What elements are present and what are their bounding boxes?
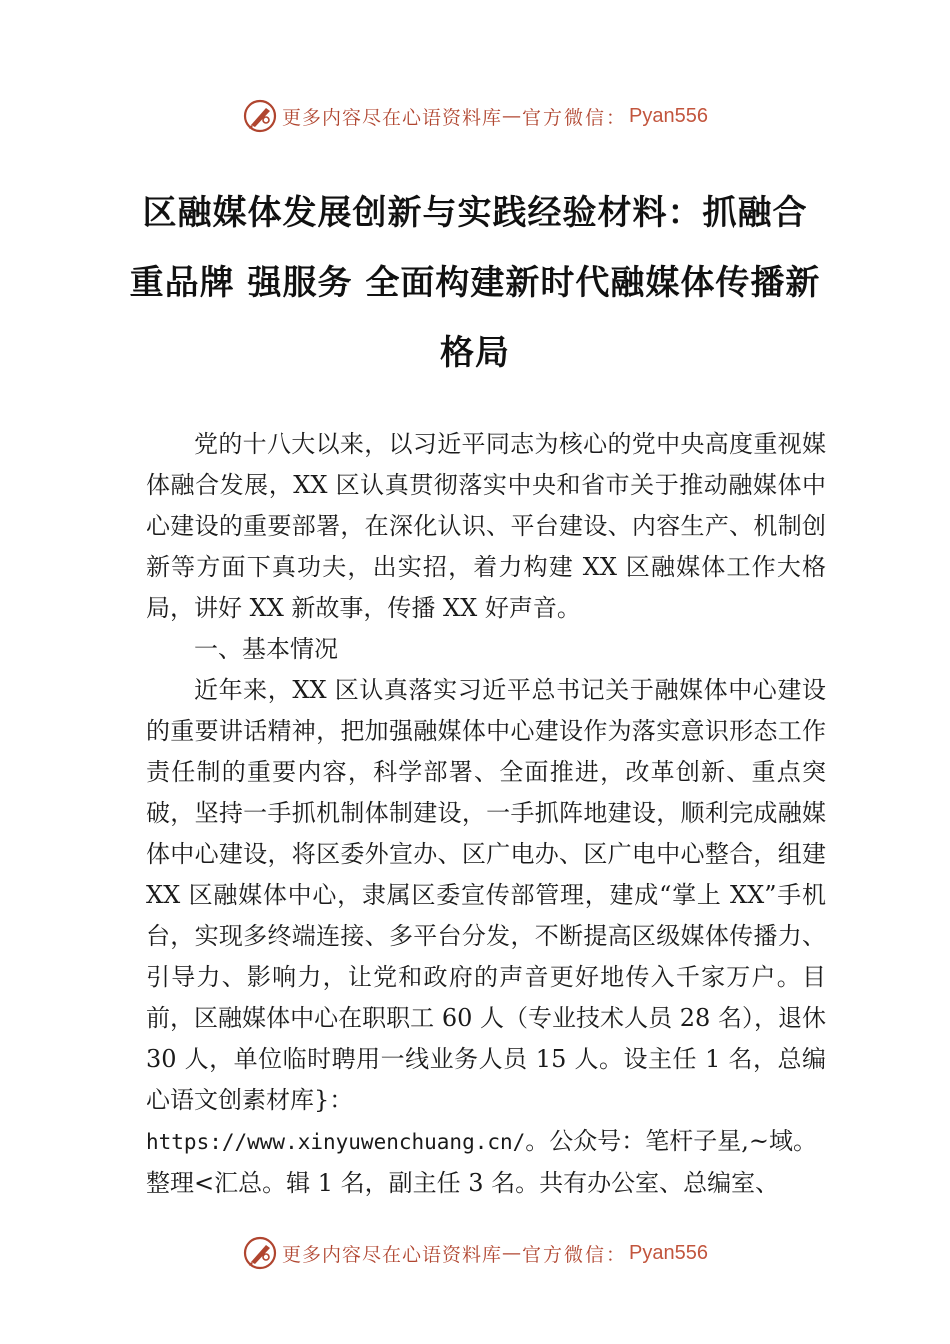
- watermark-tail: 。公众号：笔杆子星,~域。: [525, 1127, 818, 1155]
- banner-label: 官方微信：: [522, 1243, 628, 1266]
- document-title: 区融媒体发展创新与实践经验材料：抓融合 重品牌 强服务 全面构建新时代融媒体传播新格局: [129, 193, 821, 373]
- paragraph-intro: 党的十八大以来，以习近平同志为核心的党中央高度重视媒体融合发展，XX 区认真贯彻落实中央和省市关于推动融媒体中心建设的重要部署，在深化认识、平台建设、内容生产、机制创新等方面下真功夫，出实招，着力构建 XX 区融媒体工作大格局，讲好 XX 新故事，传播 XX 好声音。: [146, 430, 826, 622]
- header-banner: [0, 96, 950, 136]
- watermark-line: [146, 1121, 826, 1163]
- footer-banner: [0, 1233, 950, 1273]
- pen-logo-icon: [242, 98, 278, 134]
- banner-text: 更多内容尽在心语资料库: [282, 1243, 503, 1266]
- paragraph-basic-situation: 近年来，XX 区认真落实习近平总书记关于融媒体中心建设的重要讲话精神，把加强融媒体中心建设作为落实意识形态工作责任制的重要内容，科学部署、全面推进，改革创新、重点突破，坚持一手抓机制体制建设，一手抓阵地建设，顺利完成融媒体中心建设，将区委外宣办、区广电办、区广电中心整合，组建 XX 区融媒体中心，隶属区委宣传部管理，建成“掌上 XX”手机台，实现多终端连接、多平台分发，不断提高区级媒体传播力、引导力、影响力，让党和政府的声音更好地传入千家万户。目前，区融媒体中心在职职工 60 人（专业技术人员 28 名），退休 30 人，单位临时聘用一线业务人员 15 人。设主任 1 名，总编心语文创素材库}：: [146, 676, 826, 1114]
- pen-logo-icon: [242, 1235, 278, 1271]
- banner-wechat-id: Pyan556: [629, 104, 708, 127]
- banner-text: 更多内容尽在心语资料库: [282, 106, 503, 129]
- document-body: [146, 424, 826, 1204]
- banner-label: 官方微信：: [522, 106, 628, 129]
- banner-dash: —: [502, 105, 523, 127]
- section-heading: 一、基本情况: [194, 635, 338, 663]
- paragraph-continuation: 整理<汇总。辑 1 名，副主任 3 名。共有办公室、总编室、: [146, 1169, 780, 1197]
- banner-dash: —: [502, 1242, 523, 1264]
- watermark-url: https://www.xinyuwenchuang.cn/: [146, 1130, 526, 1154]
- banner-wechat-id: Pyan556: [629, 1241, 708, 1264]
